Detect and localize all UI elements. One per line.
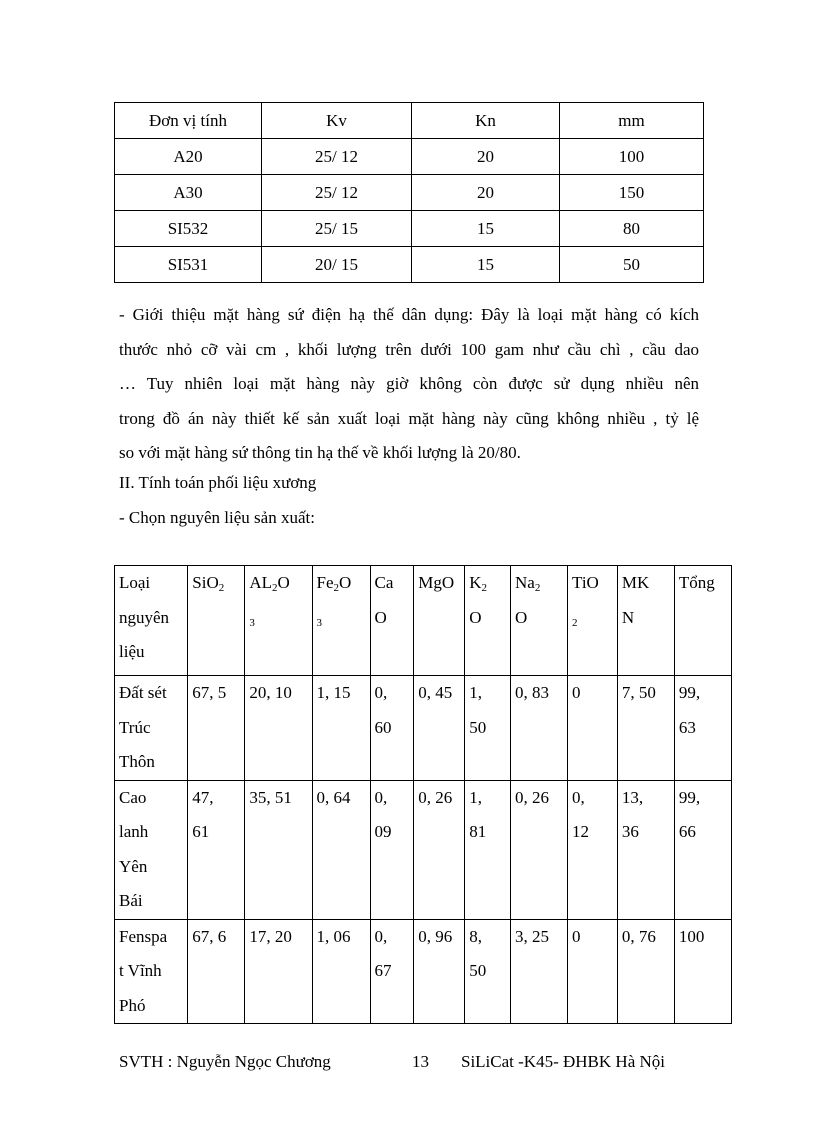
intro-paragraph: [119, 298, 699, 471]
cell-line: 35, 51: [249, 787, 292, 807]
header-line: O: [374, 607, 387, 627]
footer-institution: SiLiCat -K45- ĐHBK Hà Nội: [461, 1052, 665, 1071]
material-name-cell: [115, 780, 188, 919]
formula-subscript: 2: [572, 616, 578, 629]
formula-text: SiO: [192, 573, 219, 592]
table-row: [115, 676, 732, 781]
table-cell: [245, 780, 312, 919]
cell-line: 100: [678, 926, 705, 946]
table-row: [115, 211, 704, 247]
table-row: [115, 919, 732, 1024]
header-cell: Kv: [262, 103, 412, 139]
table-cell: [188, 780, 245, 919]
cell-line: 61: [192, 822, 210, 841]
table-cell: 80: [560, 211, 704, 247]
table-cell: 50: [560, 247, 704, 283]
cell-line: Fenspa: [119, 926, 168, 946]
cell-line: 0, 64: [316, 787, 351, 807]
header-cell-k2o: [465, 566, 511, 676]
choose-materials-line: - Chọn nguyên liệu sản xuất:: [119, 508, 315, 527]
table-cell: [511, 780, 568, 919]
table-cell: [617, 780, 674, 919]
table-cell: [511, 919, 568, 1024]
material-name-cell: [115, 919, 188, 1024]
table-cell: [568, 676, 618, 781]
cell-line: 36: [621, 822, 639, 841]
formula-subscript: 2: [218, 582, 225, 594]
cell-line: 13,: [621, 787, 644, 807]
table-header-row: [115, 566, 732, 676]
cell-line: 17, 20: [249, 926, 292, 946]
table-cell: SI532: [115, 211, 262, 247]
header-cell-al2o3: [245, 566, 312, 676]
formula-subscript: 2: [534, 582, 541, 594]
cell-line: 0,: [374, 926, 388, 946]
cell-line: 1,: [469, 787, 482, 807]
table-cell: [674, 676, 731, 781]
cell-line: 66: [678, 822, 696, 841]
table-row: [115, 139, 704, 175]
cell-line: 99,: [678, 683, 701, 702]
cell-line: lanh: [119, 822, 149, 841]
table-cell: [465, 919, 511, 1024]
cell-line: Trúc: [119, 717, 151, 737]
table-cell: 20: [412, 175, 560, 211]
cell-line: 0,: [374, 787, 388, 807]
table-cell: 15: [412, 211, 560, 247]
table-cell: [370, 676, 414, 781]
table-cell: [370, 919, 414, 1024]
formula-subscript: 2: [333, 582, 339, 594]
cell-line: 1, 15: [316, 683, 351, 702]
header-line: liệu: [119, 642, 145, 661]
table-cell: 20/ 15: [262, 247, 412, 283]
paragraph-line: trong đồ án này thiết kế sản xuất loại mặt hàng này cũng không nhiều , tỷ lệ: [119, 408, 699, 428]
table-cell: [617, 919, 674, 1024]
cell-line: Đất sét: [119, 683, 167, 702]
cell-line: 0: [572, 683, 581, 702]
header-cell-fe2o3: [312, 566, 370, 676]
cell-line: 20, 10: [249, 683, 292, 702]
cell-line: 0,: [374, 683, 388, 702]
header-line: nguyên: [119, 607, 170, 627]
paragraph-line: thước nhỏ cỡ vài cm , khối lượng trên dưới 100 gam như cầu chì , cầu dao: [119, 339, 699, 359]
cell-line: 3, 25: [515, 926, 550, 946]
header-line: MK: [621, 573, 650, 592]
table-cell: 25/ 12: [262, 139, 412, 175]
cell-line: 99,: [678, 787, 701, 807]
table-cell: [414, 780, 465, 919]
materials-table: [114, 565, 732, 1024]
header-cell-sio2: [188, 566, 245, 676]
header-cell-mgo: MgO: [414, 566, 465, 676]
material-name-cell: [115, 676, 188, 781]
cell-line: 12: [572, 822, 590, 841]
cell-line: 0, 26: [515, 787, 550, 807]
footer-author: SVTH : Nguyễn Ngọc Chương: [119, 1052, 331, 1071]
cell-line: 7, 50: [621, 683, 656, 702]
header-cell-cao: [370, 566, 414, 676]
table-cell: [465, 676, 511, 781]
table-cell: [568, 780, 618, 919]
table-cell: [188, 676, 245, 781]
table-cell: [312, 676, 370, 781]
cell-line: 81: [469, 822, 487, 841]
cell-line: Phó: [119, 995, 146, 1015]
cell-line: 0, 76: [621, 926, 656, 946]
formula-text: O: [277, 573, 290, 592]
table-row: [115, 175, 704, 211]
cell-line: Bái: [119, 891, 143, 910]
table-cell: [245, 919, 312, 1024]
cell-line: 67, 5: [192, 683, 227, 702]
cell-line: 50: [469, 961, 487, 980]
section-heading: II. Tính toán phối liệu xương: [119, 473, 317, 492]
table-cell: 25/ 12: [262, 175, 412, 211]
formula-subscript: 2: [481, 582, 487, 594]
cell-line: t Vĩnh: [119, 961, 162, 980]
cell-line: Yên: [119, 856, 148, 876]
header-line: Ca: [374, 573, 394, 592]
table-cell: [312, 780, 370, 919]
table-cell: A30: [115, 175, 262, 211]
cell-line: 0, 83: [515, 683, 550, 702]
formula-subscript: 3: [316, 616, 322, 629]
header-cell-total: Tổng: [674, 566, 731, 676]
formula-text: O: [515, 607, 528, 627]
unit-table: [114, 102, 704, 283]
formula-text: K: [469, 573, 482, 592]
header-cell-mkn: [617, 566, 674, 676]
table-cell: [312, 919, 370, 1024]
cell-line: 60: [374, 717, 392, 737]
table-cell: [511, 676, 568, 781]
table-cell: 20: [412, 139, 560, 175]
formula-text: AL: [249, 573, 272, 592]
table-cell: 25/ 15: [262, 211, 412, 247]
paragraph-line: - Giới thiệu mặt hàng sứ điện hạ thế dân dụng: Đây là loại mặt hàng có kích: [119, 305, 699, 324]
header-cell-na2o: [511, 566, 568, 676]
table-cell: [674, 919, 731, 1024]
cell-line: 67: [374, 961, 392, 980]
paragraph-line: so với mặt hàng sứ thông tin hạ thế về khối lượng là 20/80.: [119, 443, 521, 462]
cell-line: Thôn: [119, 752, 155, 771]
formula-subscript: 2: [271, 582, 278, 594]
header-line: N: [621, 607, 635, 627]
cell-line: 50: [469, 717, 487, 737]
cell-line: 67, 6: [192, 926, 227, 946]
table-cell: [188, 919, 245, 1024]
table-cell: 150: [560, 175, 704, 211]
cell-line: 1, 06: [316, 926, 351, 946]
cell-line: 0,: [572, 787, 585, 807]
table-cell: 15: [412, 247, 560, 283]
cell-line: 8,: [469, 926, 482, 946]
formula-text: TiO: [572, 573, 599, 592]
table-cell: [568, 919, 618, 1024]
cell-line: 0, 45: [418, 683, 453, 702]
cell-line: 63: [678, 717, 696, 737]
header-line: Loại: [119, 573, 151, 592]
formula-text: O: [339, 573, 352, 592]
table-cell: A20: [115, 139, 262, 175]
cell-line: 1,: [469, 683, 482, 702]
footer-page-number: 13: [412, 1052, 429, 1071]
formula-text: Fe: [316, 573, 334, 592]
table-cell: [370, 780, 414, 919]
cell-line: 0: [572, 926, 581, 946]
table-cell: [674, 780, 731, 919]
table-cell: [414, 919, 465, 1024]
cell-line: 09: [374, 822, 392, 841]
header-cell: Đơn vị tính: [115, 103, 262, 139]
header-cell: mm: [560, 103, 704, 139]
cell-line: Cao: [119, 787, 147, 807]
table-cell: [414, 676, 465, 781]
table-cell: 100: [560, 139, 704, 175]
header-cell-tio2: [568, 566, 618, 676]
formula-text: Na: [515, 573, 535, 592]
table-cell: [465, 780, 511, 919]
header-cell-material: [115, 566, 188, 676]
table-cell: [245, 676, 312, 781]
table-header-row: [115, 103, 704, 139]
cell-line: 0, 96: [418, 926, 453, 946]
table-cell: [617, 676, 674, 781]
formula-subscript: 3: [249, 616, 255, 629]
header-cell: Kn: [412, 103, 560, 139]
formula-text: O: [469, 607, 482, 627]
table-cell: SI531: [115, 247, 262, 283]
paragraph-line: … Tuy nhiên loại mặt hàng này giờ không còn được sử dụng nhiều nên: [119, 374, 699, 393]
cell-line: 0, 26: [418, 787, 453, 807]
table-row: [115, 780, 732, 919]
table-row: [115, 247, 704, 283]
cell-line: 47,: [192, 787, 214, 807]
